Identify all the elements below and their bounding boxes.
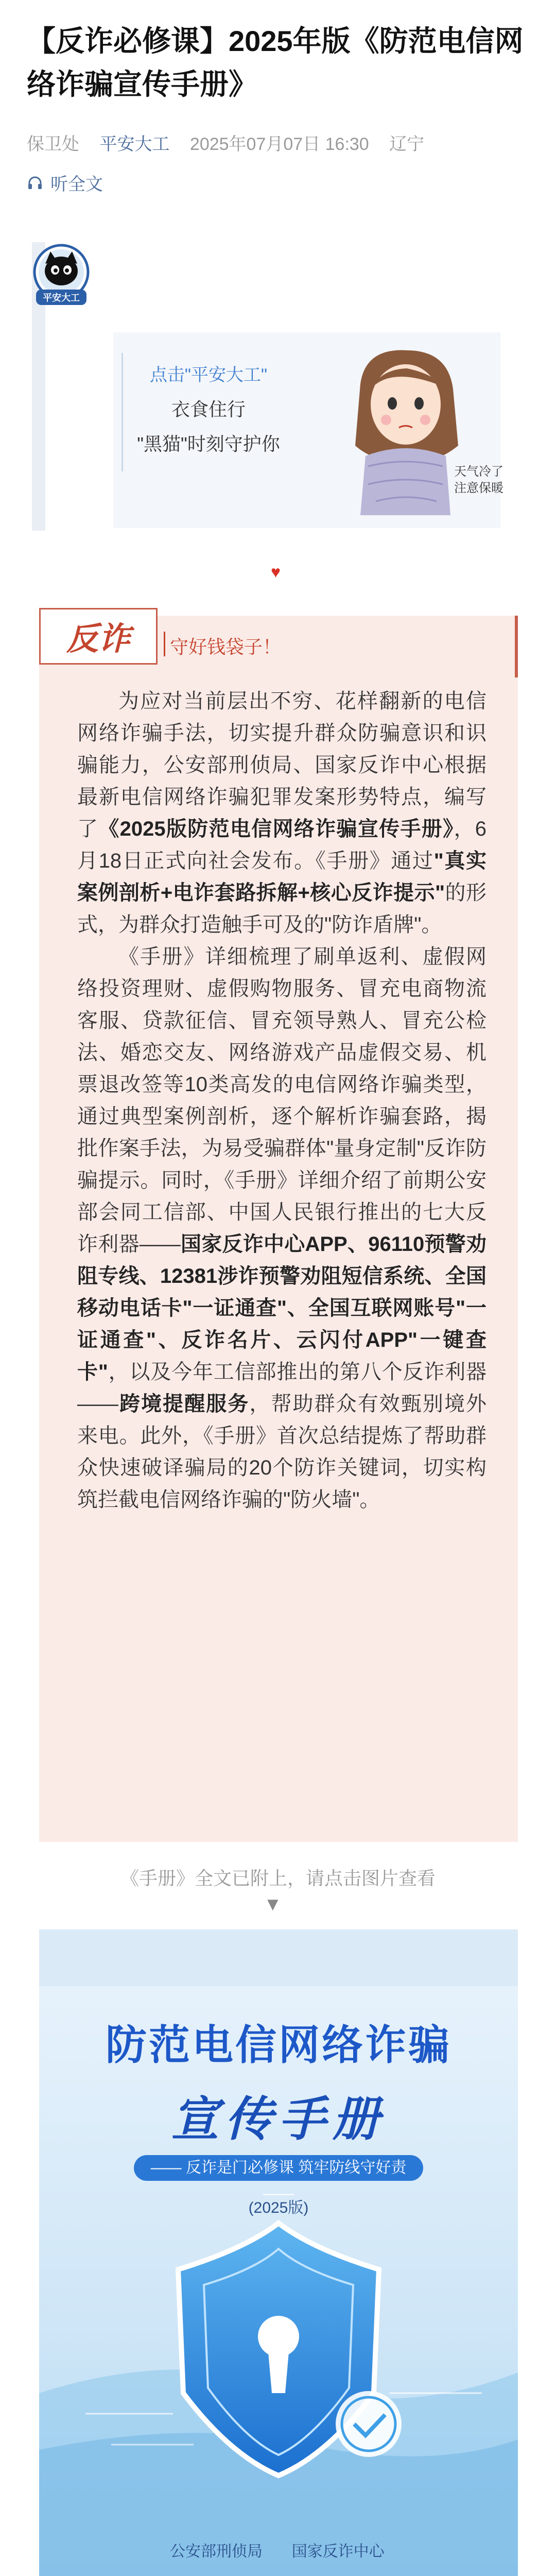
cartoon-text-2: 注意保暖 <box>454 481 503 495</box>
listen-button[interactable] <box>27 170 103 195</box>
cover-organizations <box>170 2538 385 2561</box>
image-caption: 《手册》全文已附上，请点击图片查看 <box>120 1868 436 1889</box>
cover-title: 防范电信网络诈骗 <box>106 2022 451 2068</box>
publish-location: 辽宁 <box>389 134 425 154</box>
cover-subtitle: 宣传手册 <box>171 2093 386 2146</box>
article-body <box>77 685 486 1516</box>
heart-icon: ♥ <box>271 563 281 581</box>
down-arrow-icon: ▼ <box>264 1893 282 1914</box>
card-subtitle: 守好钱袋子！ <box>170 636 282 657</box>
meta-source: 保卫处 <box>27 134 79 154</box>
p2-text-a: 《手册》详细梳理了刷单返利、虚假网络投资理财、虚假购物服务、冒充电商物流客服、贷款征信、冒充领导熟人、冒充公检法、婚恋交友、网络游戏产品虚假交易、机票退改签等10类高发的电信网络诈骗类型，通过典型案例剖析，逐个解析诈骗套路，揭批作案手法，为易受骗群体"量身定制"反诈防骗提示。同时，《手册》详细介绍了前期公安部会同工信部、中国人民银行推出的七大反诈利器—— <box>77 945 486 1256</box>
p2-text-c: ，以及今年工信部推出的第八个反诈利器—— <box>77 1361 486 1415</box>
intro-text-line3: "黑猫"时刻守护你 <box>137 433 280 454</box>
cover-org-2: 国家反诈中心 <box>291 2543 385 2560</box>
p1-bold-d: "真实案例剖析+电诈套路拆解+核心反诈提示" <box>77 850 487 904</box>
listen-label: 听全文 <box>50 175 103 194</box>
badge-label: 平安大工 <box>43 293 80 303</box>
follow-prompt-link[interactable]: 点击"平安大工" <box>149 365 268 385</box>
account-name-link[interactable]: 平安大工 <box>99 134 170 154</box>
intro-divider <box>121 353 123 471</box>
cartoon-text-1: 天气冷了 <box>454 465 503 479</box>
cover-slogan: —— 反诈是门必修课 筑牢防线守好责 —— <box>134 2155 423 2181</box>
paragraph-2 <box>77 941 486 1516</box>
article-title: 【反诈必修课】2025年版《防范电信网络诈骗宣传手册》 <box>27 25 524 100</box>
publish-datetime: 2025年07月07日 16:30 <box>189 134 369 154</box>
p2-bold-d: 跨境提醒服务 <box>118 1393 250 1415</box>
cover-org-1: 公安部刑侦局 <box>170 2543 263 2560</box>
cover-edition: (2025版) <box>248 2199 309 2216</box>
cartoon-girl-illustration <box>319 337 503 526</box>
p1-text-a: 为应对当前层出不穷、花样翻新的电信网络诈骗手法，切实提升群众防骗意识和识骗能力，公安部刑侦局、国家反诈中心根据最新电信网络诈骗犯罪发案形势特点，编写了 <box>77 690 486 840</box>
p2-text-e: ，帮助群众有效甄别境外来电。此外，《手册》首次总结提炼了帮助群众快速破译骗局的20个防诈关键词，切实构筑拦截电信网络诈骗的"防火墙"。 <box>77 1393 487 1511</box>
card-subtitle-divider <box>164 632 165 656</box>
p2-bold-b: 国家反诈中心APP、96110预警劝阻专线、12381涉诈预警劝阻短信系统、全国移动电话卡"一证通查"、全国互联网账号"一证通查"、反诈名片、云闪付APP"一键查卡" <box>77 1233 486 1383</box>
card-corner-accent <box>515 616 518 677</box>
paragraph-1 <box>77 685 486 941</box>
headphones-icon <box>27 175 43 191</box>
black-cat-badge-icon <box>31 242 92 310</box>
article-meta <box>27 130 440 155</box>
p1-text-c: ，6月18日正式向社会发布。《手册》通过 <box>77 818 487 872</box>
intro-text-line2: 衣食住行 <box>171 399 246 420</box>
card-tab-title: 反诈 <box>66 621 130 657</box>
p1-text-e: 的形式，为群众打造触手可及的"防诈盾牌"。 <box>77 882 487 936</box>
p1-bold-b: 《2025版防范电信网络诈骗宣传手册》 <box>98 818 454 840</box>
